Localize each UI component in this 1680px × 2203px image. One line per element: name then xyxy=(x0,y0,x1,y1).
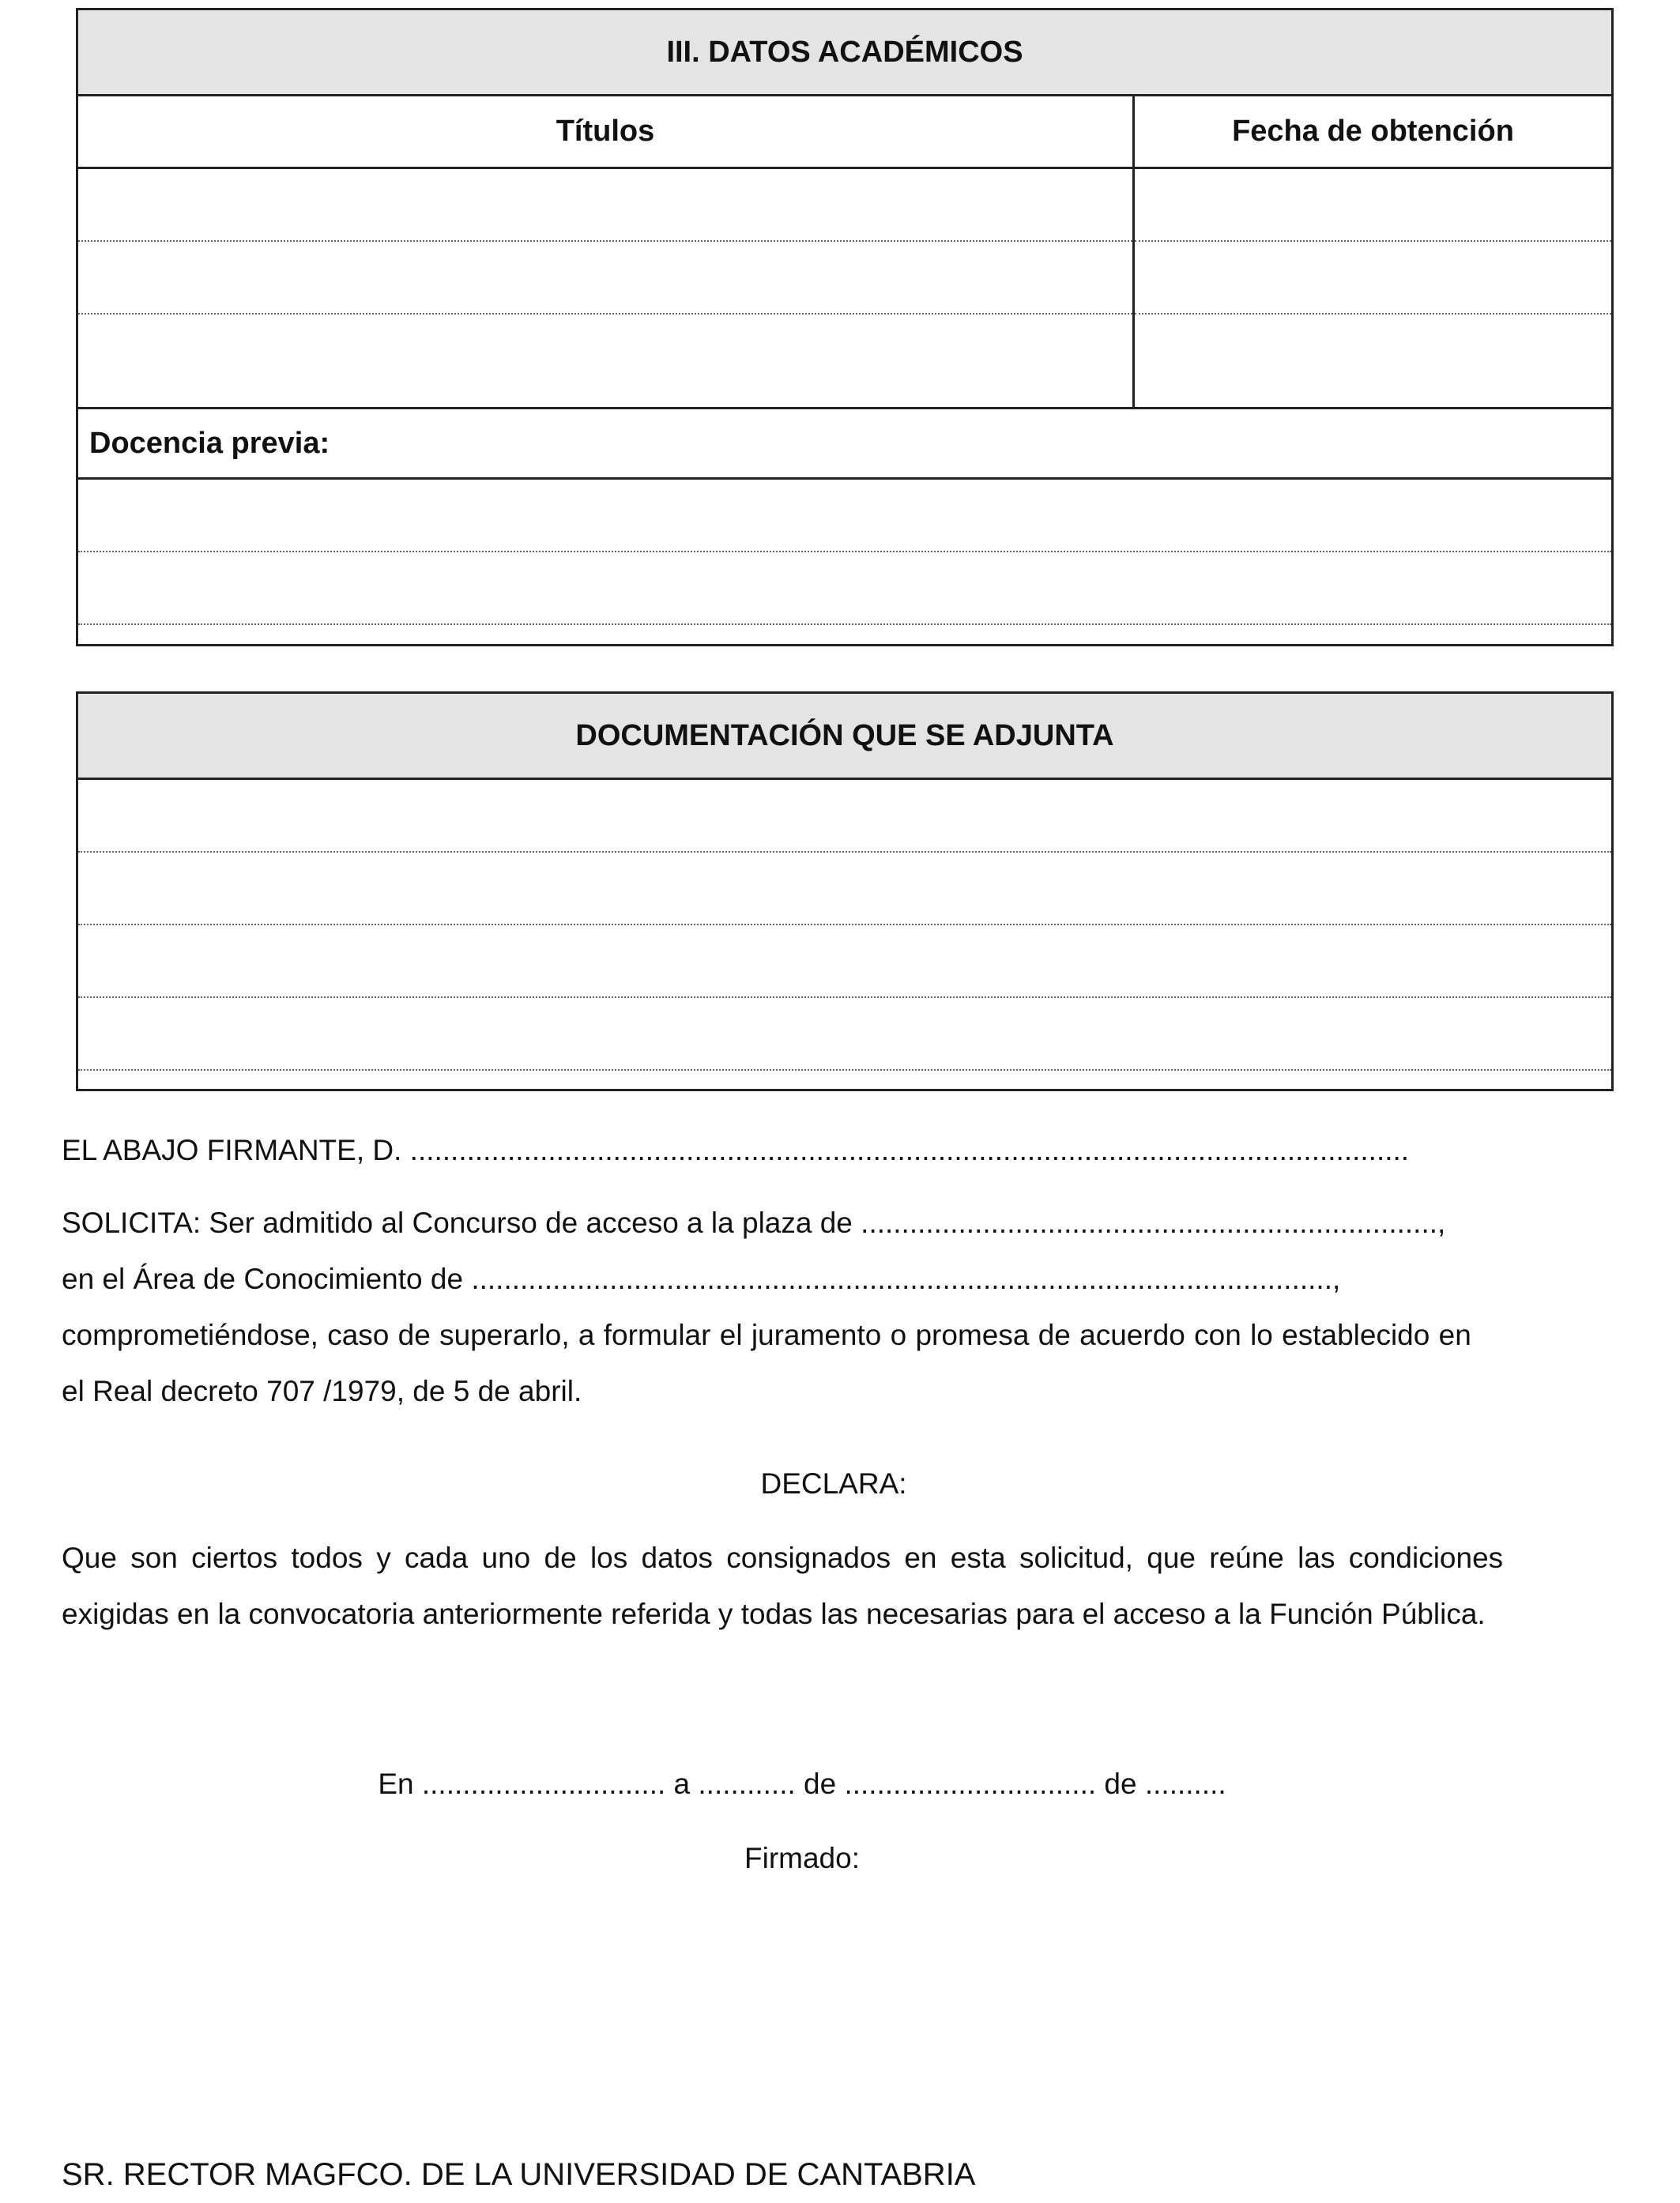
declares-line-1: Que son ciertos todos y cada uno de los datos consignados en esta solicitud, que reúne las condiciones xyxy=(62,1542,1504,1574)
request-line-4: el Real decreto 707 /1979, de 5 de abril. xyxy=(62,1375,582,1407)
declares-paragraph xyxy=(62,1530,1603,1642)
titles-table xyxy=(78,96,1611,407)
attachment-entry-4[interactable] xyxy=(78,998,1611,1071)
signed-label: Firmado: xyxy=(744,1842,860,1874)
titles-column xyxy=(78,96,1135,407)
attachment-entry-3[interactable] xyxy=(78,925,1611,998)
date-column xyxy=(1135,96,1611,407)
signer-line: EL ABAJO FIRMANTE, D. ........................................................................................................................... xyxy=(62,1134,1410,1166)
date-entry-2[interactable] xyxy=(1135,242,1611,314)
attachment-entry-1[interactable] xyxy=(78,780,1611,853)
addressee: SR. RECTOR MAGFCO. DE LA UNIVERSIDAD DE CANTABRIA xyxy=(62,2157,976,2192)
request-line-2: en el Área de Conocimiento de .........................................................................................................., xyxy=(62,1263,1341,1295)
declares-line-2: exigidas en la convocatoria anteriormente referida y todas las necesarias para el acceso a la Función Pública. xyxy=(62,1598,1486,1630)
academic-data-section xyxy=(76,8,1614,646)
request-line-3: comprometiéndose, caso de superarlo, a formular el juramento o promesa de acuerdo con lo establecido en xyxy=(62,1319,1471,1351)
request-paragraph xyxy=(62,1195,1603,1419)
date-entry-3[interactable] xyxy=(1135,314,1611,407)
request-line-1: SOLICITA: Ser admitido al Concurso de acceso a la plaza de ......................................................................., xyxy=(62,1207,1446,1239)
attachment-entry-2[interactable] xyxy=(78,853,1611,925)
titles-column-header: Títulos xyxy=(78,96,1132,169)
title-entry-1[interactable] xyxy=(78,169,1132,242)
academic-section-title: III. DATOS ACADÉMICOS xyxy=(78,10,1611,96)
date-entry-1[interactable] xyxy=(1135,169,1611,242)
title-entry-3[interactable] xyxy=(78,314,1132,407)
title-entry-2[interactable] xyxy=(78,242,1132,314)
previous-teaching-entry-1[interactable] xyxy=(78,480,1611,552)
previous-teaching-entry-2[interactable] xyxy=(78,552,1611,625)
place-date-line: En .............................. a ............ de ............................... de .......... xyxy=(378,1768,1226,1800)
declares-heading: DECLARA: xyxy=(760,1467,907,1500)
date-column-header: Fecha de obtención xyxy=(1135,96,1611,169)
attachments-section-title: DOCUMENTACIÓN QUE SE ADJUNTA xyxy=(78,694,1611,780)
attachments-section xyxy=(76,691,1614,1091)
previous-teaching-label: Docencia previa: xyxy=(78,407,1611,480)
